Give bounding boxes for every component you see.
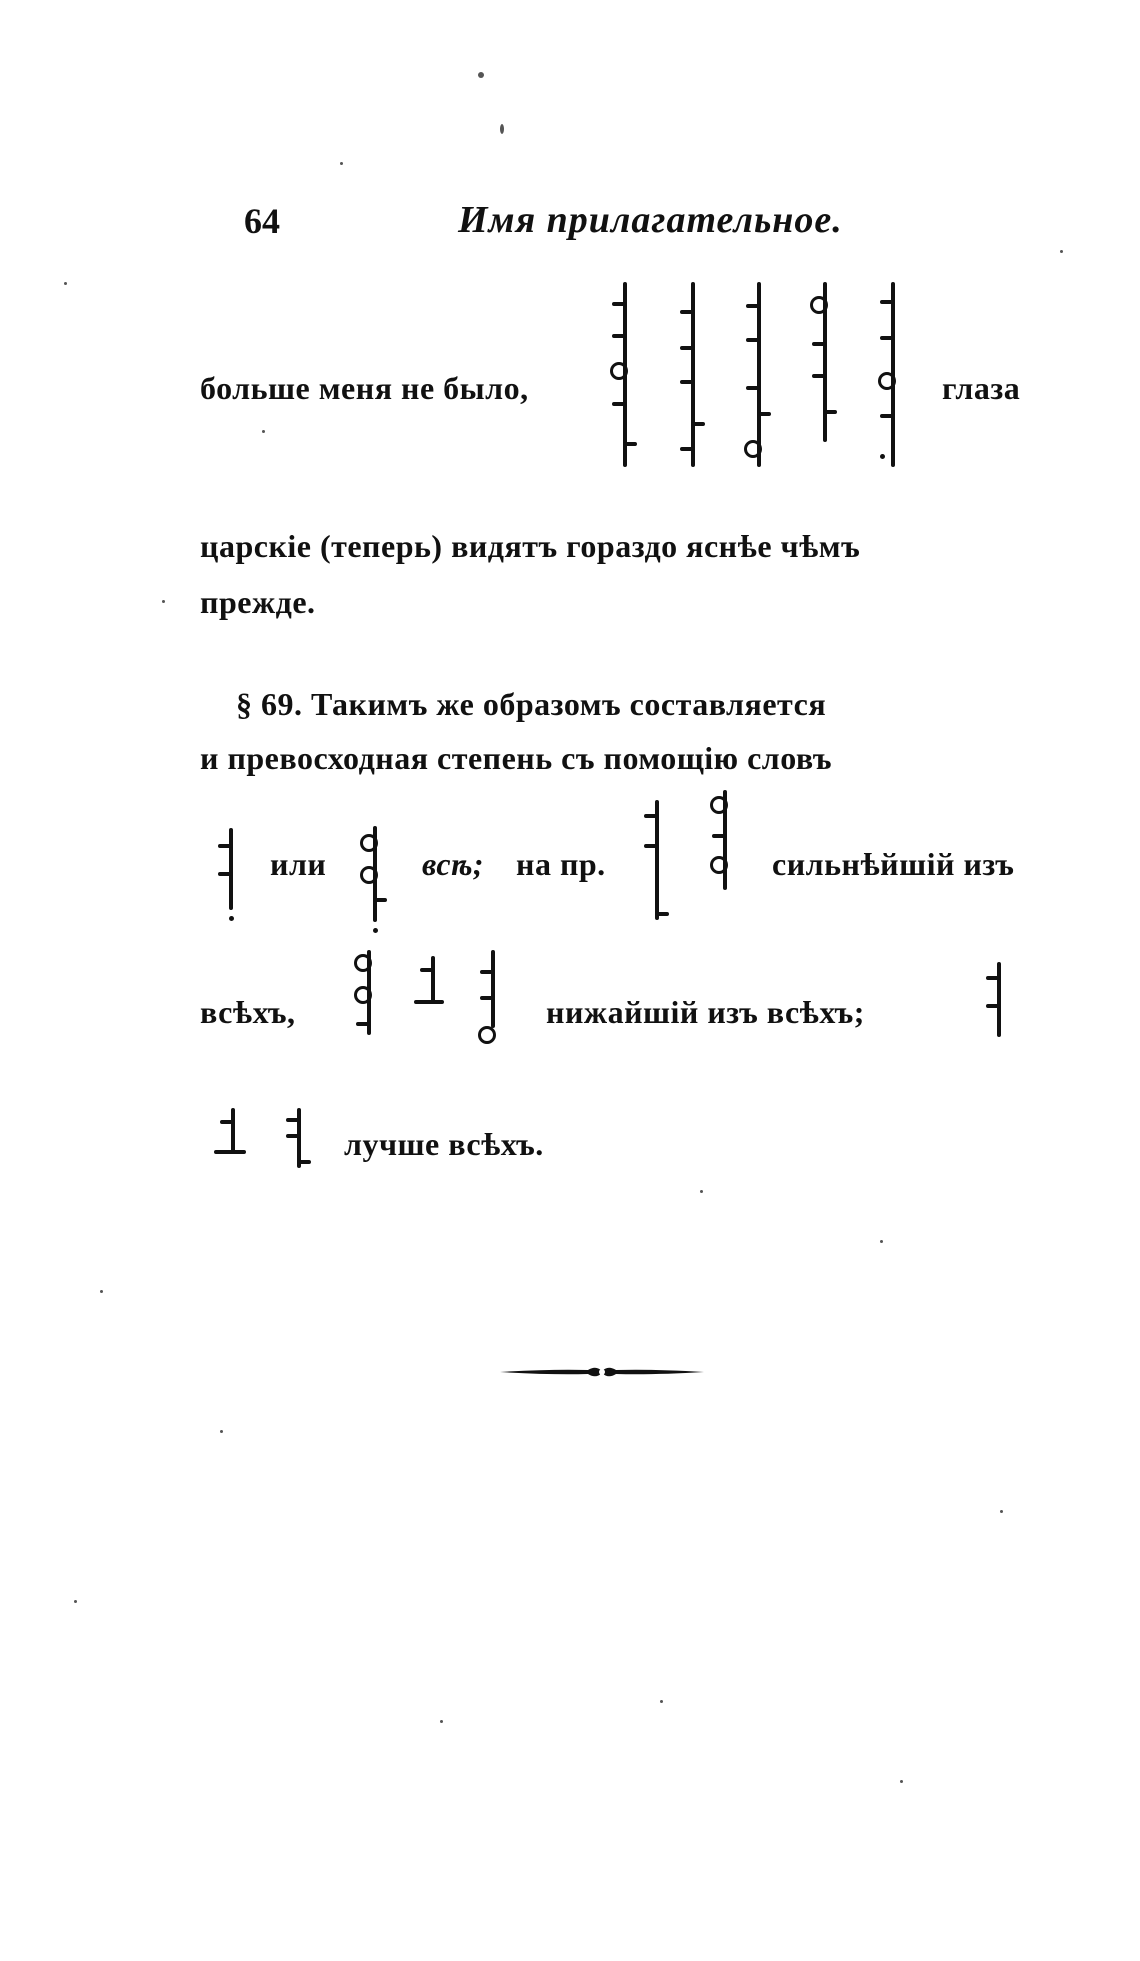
mongolian-word-icon (480, 950, 506, 1045)
text-line-6-or: или (270, 846, 327, 882)
text-line-8: лучше всѣхъ. (344, 1126, 544, 1162)
mongolian-word-icon (420, 956, 446, 1016)
running-title: Имя прилагательное. (458, 199, 843, 241)
text-line-4-section-69: § 69. Такимъ же образомъ составляется (236, 686, 827, 722)
page-number: 64 (244, 201, 280, 241)
text-line-5: и превосходная степень съ помощію словъ (200, 740, 833, 776)
text-line-1-right: глаза (942, 370, 1021, 406)
print-speck (64, 282, 67, 285)
text-line-7-lowest: нижайшій изъ всѣхъ; (546, 994, 865, 1030)
mongolian-word-icon (356, 950, 382, 1035)
text-line-1-left: больше меня не было, (200, 370, 529, 406)
mongolian-word-icon (746, 282, 772, 467)
mongolian-word-icon (812, 282, 838, 442)
text-line-6-strongest: сильнѣйшій изъ (772, 846, 1015, 882)
text-line-6-all: всѣ; (422, 846, 485, 882)
mongolian-word-icon (286, 1108, 312, 1168)
mongolian-word-icon (612, 282, 638, 467)
print-speck (500, 124, 504, 134)
print-speck (660, 1700, 663, 1703)
print-speck (162, 600, 165, 603)
print-speck (440, 1720, 443, 1723)
text-line-7-all: всѣхъ, (200, 994, 296, 1030)
mongolian-word-icon (712, 790, 738, 890)
mongolian-word-icon (644, 800, 670, 920)
mongolian-word-icon (218, 828, 244, 923)
mongolian-word-icon (680, 282, 706, 467)
mongolian-word-icon (362, 826, 388, 936)
print-speck (1060, 250, 1063, 253)
print-speck (74, 1600, 77, 1603)
text-line-2: царскіе (теперь) видятъ гораздо яснѣе чѣмъ (200, 528, 861, 564)
text-line-6-eg: на пр. (516, 846, 606, 882)
print-speck (220, 1430, 223, 1433)
print-speck (478, 72, 484, 78)
print-speck (700, 1190, 703, 1193)
print-speck (880, 1240, 883, 1243)
text-line-3: прежде. (200, 584, 316, 620)
print-speck (100, 1290, 103, 1293)
mongolian-word-icon (986, 962, 1012, 1037)
print-speck (262, 430, 265, 433)
mongolian-word-icon (220, 1108, 246, 1163)
print-speck (900, 1780, 903, 1783)
print-speck (1000, 1510, 1003, 1513)
flourish-divider-icon (500, 1362, 704, 1382)
mongolian-word-icon (880, 282, 906, 467)
print-speck (340, 162, 343, 165)
